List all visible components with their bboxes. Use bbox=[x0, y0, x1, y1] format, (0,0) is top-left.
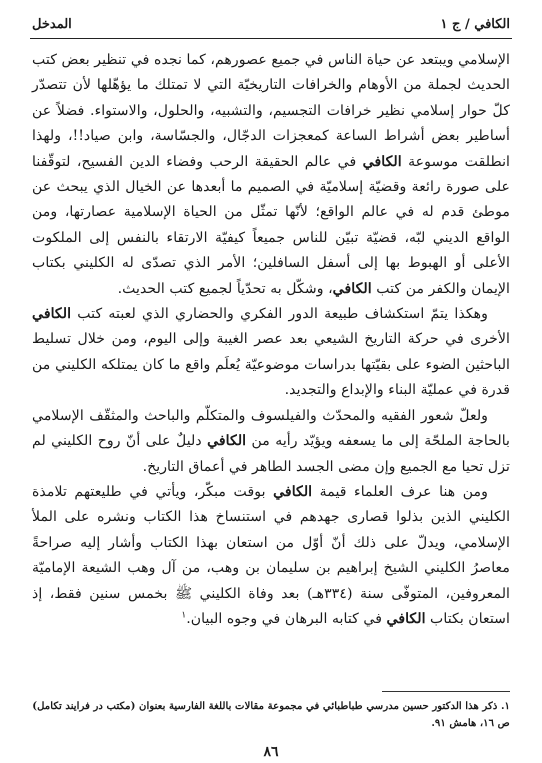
text-run: ولعلّ شعور الفقيه والمحدّث والفيلسوف والمتكلّم والباحث والمثقّف الإسلامي bbox=[32, 407, 488, 424]
text-run: صورة رائعة وقضيّة إسلاميّة في الصميم ما أبعدها عن الخيال الذي يبحث عن موطئ bbox=[32, 179, 510, 221]
footnote-line: ١. ذكر هذا الدكتور حسين مدرسي طباطبائي في مجموعة مقالات باللغة الفارسية بعنوان (مكتب در فرايند تكامل) bbox=[32, 700, 510, 712]
text-run: قدم له في عالم الواقع؛ لأنّها تمثّل من الحياة الإسلامية عصارتها، ومن الواقع الديني bbox=[32, 204, 510, 246]
text-run: الشيخ إبراهيم بن سليمان بن وهب، من آل وهب الشيعة الإماميّة المعروفين، المتوفّى bbox=[32, 560, 510, 602]
text-run: انطلقت موسوعة bbox=[401, 153, 510, 170]
text-run: كلّ حوار إسلامي نظير خرافات التجسيم، والتشبيه، والحلول، والاستواء. فضلاً عن bbox=[32, 102, 510, 119]
paragraph bbox=[32, 480, 510, 632]
text-run: بالحاجة الملحّة إلى ما يسعفه ويؤيّد رأيه من bbox=[246, 433, 510, 450]
text-run: ومن هنا عرف العلماء قيمة bbox=[312, 483, 488, 500]
text-run: الباحثين الضوء على بقيّتها بدراسات موضوعيّة يُعلَم واقع ما كان يمتلكه الكليني من bbox=[32, 356, 510, 373]
book-title-emphasis: الكافي bbox=[362, 153, 402, 170]
text-run: الحديث لجملة من الأوهام والخرافات التاريخيّة التي لا تمتلك ما يؤهّلها لأن تتصدّر bbox=[32, 77, 510, 94]
text-run: بوقت مبكّر، ويأتي في طليعتهم تلامذة الكليني bbox=[32, 483, 511, 526]
footnote-line: ص ١٦، هامش ٩١. bbox=[431, 717, 510, 729]
paragraph bbox=[32, 48, 510, 302]
text-run: وهكذا يتمّ استكشاف طبيعة الدور الفكري والحضاري الذي لعبته كتب bbox=[71, 306, 488, 323]
footnote bbox=[32, 698, 510, 732]
text-run: تحيا مع الجميع وإن مضى الجسد الطاهر في أعماق التاريخ. bbox=[142, 458, 484, 475]
footnote-marker: ١ bbox=[181, 610, 187, 621]
book-title-emphasis: الكافي bbox=[273, 483, 313, 500]
paragraph bbox=[32, 302, 510, 404]
text-run: سنة (٣٣٤هـ) بعد وفاة الكليني ﷺ بخمس سنين فقط، إذ استعان بكتاب bbox=[32, 585, 510, 627]
text-run: ، وشكّل به تحدّياً لجميع كتب الحديث. bbox=[117, 280, 333, 297]
footnote-divider bbox=[382, 691, 510, 692]
text-run: في عالم الحقيقة الرحب وفضاء الدين الفسيح، لتوقّفنا على bbox=[32, 153, 510, 196]
paragraph bbox=[32, 404, 510, 480]
running-header bbox=[32, 0, 510, 36]
text-run: لبّه، قضيّة تبيّن للناس جميعاً كيفيّة الارتقاء بالنفس إلى الملكوت الأعلى أو الهبوط بها bbox=[32, 229, 510, 272]
text-run: دليلٌ على أنّ روح الكليني لم تزل bbox=[32, 433, 510, 475]
text-run: ويدلّ على ذلك أنّ أوّل من استعان بهذا الكتاب وأشار إليه صراحةً معاصرُ الكليني bbox=[32, 534, 510, 577]
text-run: البرهان في وجوه البيان. bbox=[186, 610, 328, 627]
book-title-emphasis: الكافي bbox=[386, 610, 426, 627]
header-section-title: المدخل bbox=[32, 17, 72, 32]
text-run: الأخرى في حركة التاريخ الشيعي بعد عصر الغيبة وإلى اليوم، ومن خلال تسليط bbox=[32, 331, 510, 348]
page-number: ٨٦ bbox=[263, 744, 279, 760]
text-run: الإسلامي ويبتعد عن حياة الناس في جميع عصورهم، كما نجده في تنظير بعض كتب bbox=[32, 52, 510, 68]
book-title-emphasis: الكافي bbox=[32, 306, 72, 323]
text-run: الذين بذلوا قصارى جهدهم في استنساخ هذا الكتاب ونشره على الملأ الإسلامي، bbox=[32, 509, 510, 551]
book-title-emphasis: الكافي bbox=[332, 280, 372, 297]
header-book-title: الكافي / ج ١ bbox=[440, 17, 510, 32]
text-run: أساطير بعض أشراط الساعة كمعجزات الدجّال، والجسّاسة، وابن صياد!!، ولهذا bbox=[32, 128, 510, 145]
text-run: قدرة في عمليّة البناء والإبداع والتجديد. bbox=[284, 382, 510, 399]
text-run: في كتابه bbox=[331, 610, 387, 627]
book-title-emphasis: الكافي bbox=[207, 433, 247, 450]
body-text bbox=[32, 48, 510, 632]
text-run: إلى أسفل السافلين؛ الأمر الذي تصدّى له الكليني بكتاب الإيمان والكفر من كتب bbox=[32, 255, 510, 297]
header-divider bbox=[30, 38, 512, 39]
